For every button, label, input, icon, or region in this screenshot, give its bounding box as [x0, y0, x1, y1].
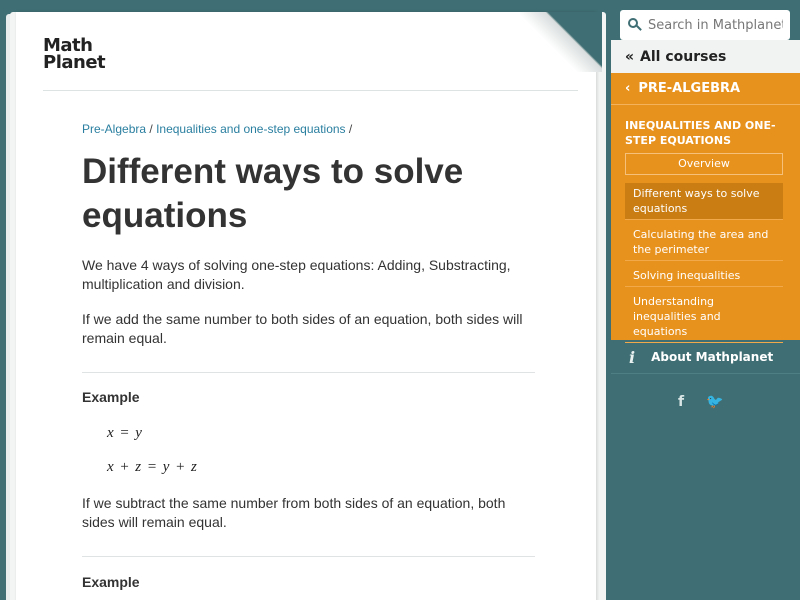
course-navigation — [611, 73, 800, 340]
equation-line-1: x = y — [107, 425, 142, 441]
double-chevron-left-icon: « — [625, 48, 635, 65]
section-divider — [82, 372, 535, 373]
twitter-icon[interactable]: 🐦 — [706, 394, 724, 410]
logo-line-1: Math — [43, 35, 93, 56]
chevron-left-icon: ‹ — [625, 81, 631, 96]
example-heading: Example — [82, 389, 140, 405]
breadcrumb-inequalities[interactable]: Inequalities and one-step equations — [156, 122, 346, 136]
example-heading: Example — [82, 574, 140, 590]
about-mathplanet-link[interactable] — [611, 341, 800, 374]
breadcrumb-separator: / — [348, 122, 353, 136]
all-courses-label: All courses — [640, 48, 727, 65]
section-divider — [82, 556, 535, 557]
lesson-different-ways[interactable]: Different ways to solve equations — [625, 183, 783, 220]
search-icon — [628, 18, 642, 32]
info-icon: i — [629, 347, 636, 367]
breadcrumb-separator: / — [149, 122, 153, 136]
social-links — [678, 394, 724, 410]
subtraction-paragraph: If we subtract the same number from both sides of an equation, both sides will remain equal. — [82, 495, 506, 530]
course-label: PRE-ALGEBRA — [638, 81, 741, 96]
breadcrumb — [82, 122, 352, 136]
page-title: Different ways to solve equations — [82, 152, 464, 235]
facebook-icon[interactable]: f — [678, 394, 685, 410]
intro-paragraph: We have 4 ways of solving one-step equations: Adding, Substracting, multiplication and division. — [82, 257, 511, 292]
chapter-title[interactable]: INEQUALITIES AND ONE-STEP EQUATIONS — [625, 119, 776, 147]
course-link-pre-algebra[interactable] — [611, 73, 800, 105]
logo-line-2: Planet — [43, 52, 106, 73]
addition-paragraph: If we add the same number to both sides of an equation, both sides will remain equal. — [82, 311, 523, 346]
lesson-area-perimeter[interactable]: Calculating the area and the perimeter — [625, 224, 783, 261]
all-courses-link[interactable] — [611, 40, 800, 73]
search-input[interactable] — [648, 18, 783, 33]
about-label: About Mathplanet — [651, 350, 774, 364]
breadcrumb-pre-algebra[interactable]: Pre-Algebra — [82, 122, 147, 136]
overview-button[interactable]: Overview — [625, 153, 783, 175]
page-curl — [520, 12, 602, 72]
mathplanet-logo[interactable] — [43, 37, 113, 77]
search-box[interactable] — [620, 10, 790, 40]
header-divider — [43, 90, 578, 91]
equation-line-2: x + z = y + z — [107, 459, 197, 475]
lesson-understanding-inequalities[interactable]: Understanding inequalities and equations — [625, 291, 783, 343]
lesson-solving-inequalities[interactable]: Solving inequalities — [625, 265, 783, 287]
